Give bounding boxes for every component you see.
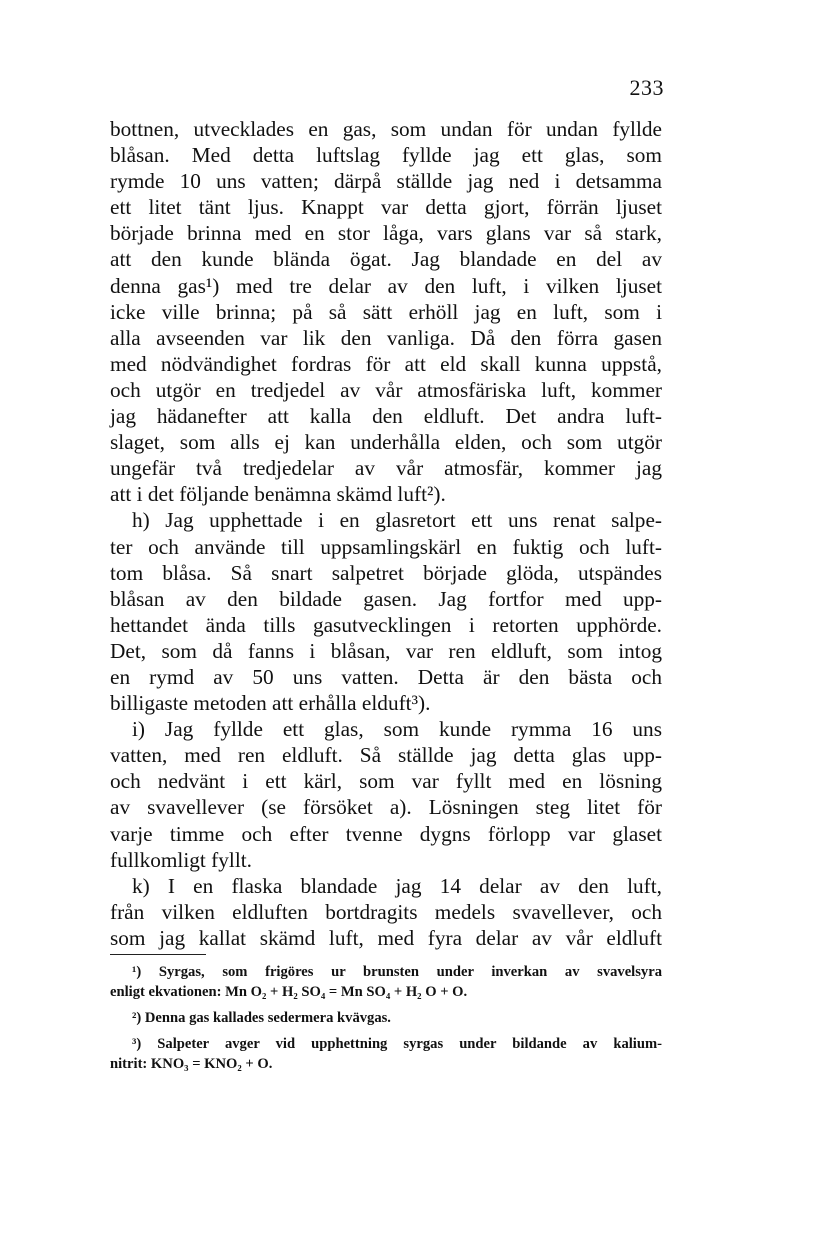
text-line: började brinna med en stor låga, vars glans var så stark, [110, 221, 662, 246]
text-line: ungefär två tredjedelar av vår atmosfär, kommer jag [110, 456, 662, 481]
text-line: och utgör en tredjedel av vår atmosfäriska luft, kommer [110, 377, 662, 402]
text-line: av svavellever (se försöket a). Lösningen steg litet för [110, 795, 662, 820]
text-line: Det, som då fanns i blåsan, var ren eldluft, som intog [110, 638, 662, 663]
text-line: att den kunde blända ögat. Jag blandade en del av [110, 247, 662, 272]
text-line: tom blåsa. Så snart salpetret började glöda, utspändes [110, 560, 662, 585]
text-line: alla avseenden var lik den vanliga. Då den förra gasen [110, 325, 662, 350]
text-line: blåsan. Med detta luftslag fyllde jag ett glas, som [110, 143, 662, 168]
text-line: fullkomligt fyllt. [110, 847, 252, 872]
text-line: ett litet tänt ljus. Knappt var detta gjort, förrän ljuset [110, 195, 662, 220]
text-line-paragraph-k: k) I en flaska blandade jag 14 delar av den luft, [132, 873, 662, 898]
text-line: med nödvändighet fordras för att eld skall kunna uppstå, [110, 351, 662, 376]
text-line: rymde 10 uns vatten; därpå ställde jag ned i detsamma [110, 169, 662, 194]
footnotes [110, 962, 662, 1080]
text-line: bottnen, utvecklades en gas, som undan för undan fyllde [110, 117, 662, 141]
footnote-1 [110, 962, 662, 1002]
footnote-2 [110, 1008, 662, 1028]
text-line: jag hädanefter att kalla den eldluft. Det andra luft- [110, 404, 662, 429]
text-line: från vilken eldluften bortdragits medels svavellever, och [110, 899, 662, 924]
footnote-line: enligt ekvationen: Mn O₂ + H₂ SO₄ = Mn SO₄ + H₂ O + O. [110, 984, 468, 1000]
footnote-3 [110, 1034, 662, 1074]
text-line: billigaste metoden att erhålla elduft³). [110, 691, 431, 716]
text-line: slaget, som alls ej kan underhålla elden, och som utgör [110, 430, 662, 455]
text-line: hettandet ända tills gasutvecklingen i retorten upphörde. [110, 612, 662, 637]
text-line: ter och använde till uppsamlingskärl en fuktig och luft- [110, 534, 662, 559]
body-text [110, 116, 662, 951]
text-line: denna gas¹) med tre delar av den luft, i vilken ljuset [110, 273, 662, 298]
footnote-line: ¹) Syrgas, som frigöres ur brunsten under inverkan av svavelsyra [132, 964, 662, 980]
text-line: en rymd av 50 uns vatten. Detta är den bästa och [110, 664, 662, 689]
footnote-separator [110, 954, 206, 955]
text-line-paragraph-h: h) Jag upphettade i en glasretort ett uns renat salpe- [132, 508, 662, 533]
text-line: varje timme och efter tvenne dygns förlopp var glaset [110, 821, 662, 846]
text-line: som jag kallat skämd luft, med fyra delar av vår eldluft [110, 925, 662, 950]
page-number: 233 [629, 75, 664, 100]
text-line: blåsan av den bildade gasen. Jag fortfor med upp- [110, 586, 662, 611]
text-line: vatten, med ren eldluft. Så ställde jag detta glas upp- [110, 743, 662, 768]
footnote-line: ²) Denna gas kallades sedermera kvävgas. [132, 1010, 391, 1026]
text-line: och nedvänt i ett kärl, som var fyllt med en lösning [110, 769, 662, 794]
footnote-line: ³) Salpeter avger vid upphettning syrgas under bildande av kalium- [132, 1036, 662, 1052]
footnote-line: nitrit: KNO₃ = KNO₂ + O. [110, 1056, 273, 1072]
text-line-paragraph-i: i) Jag fyllde ett glas, som kunde rymma 16 uns [132, 717, 662, 742]
text-line: att i det följande benämna skämd luft²). [110, 482, 446, 507]
text-line: icke ville brinna; på så sätt erhöll jag en luft, som i [110, 299, 662, 324]
